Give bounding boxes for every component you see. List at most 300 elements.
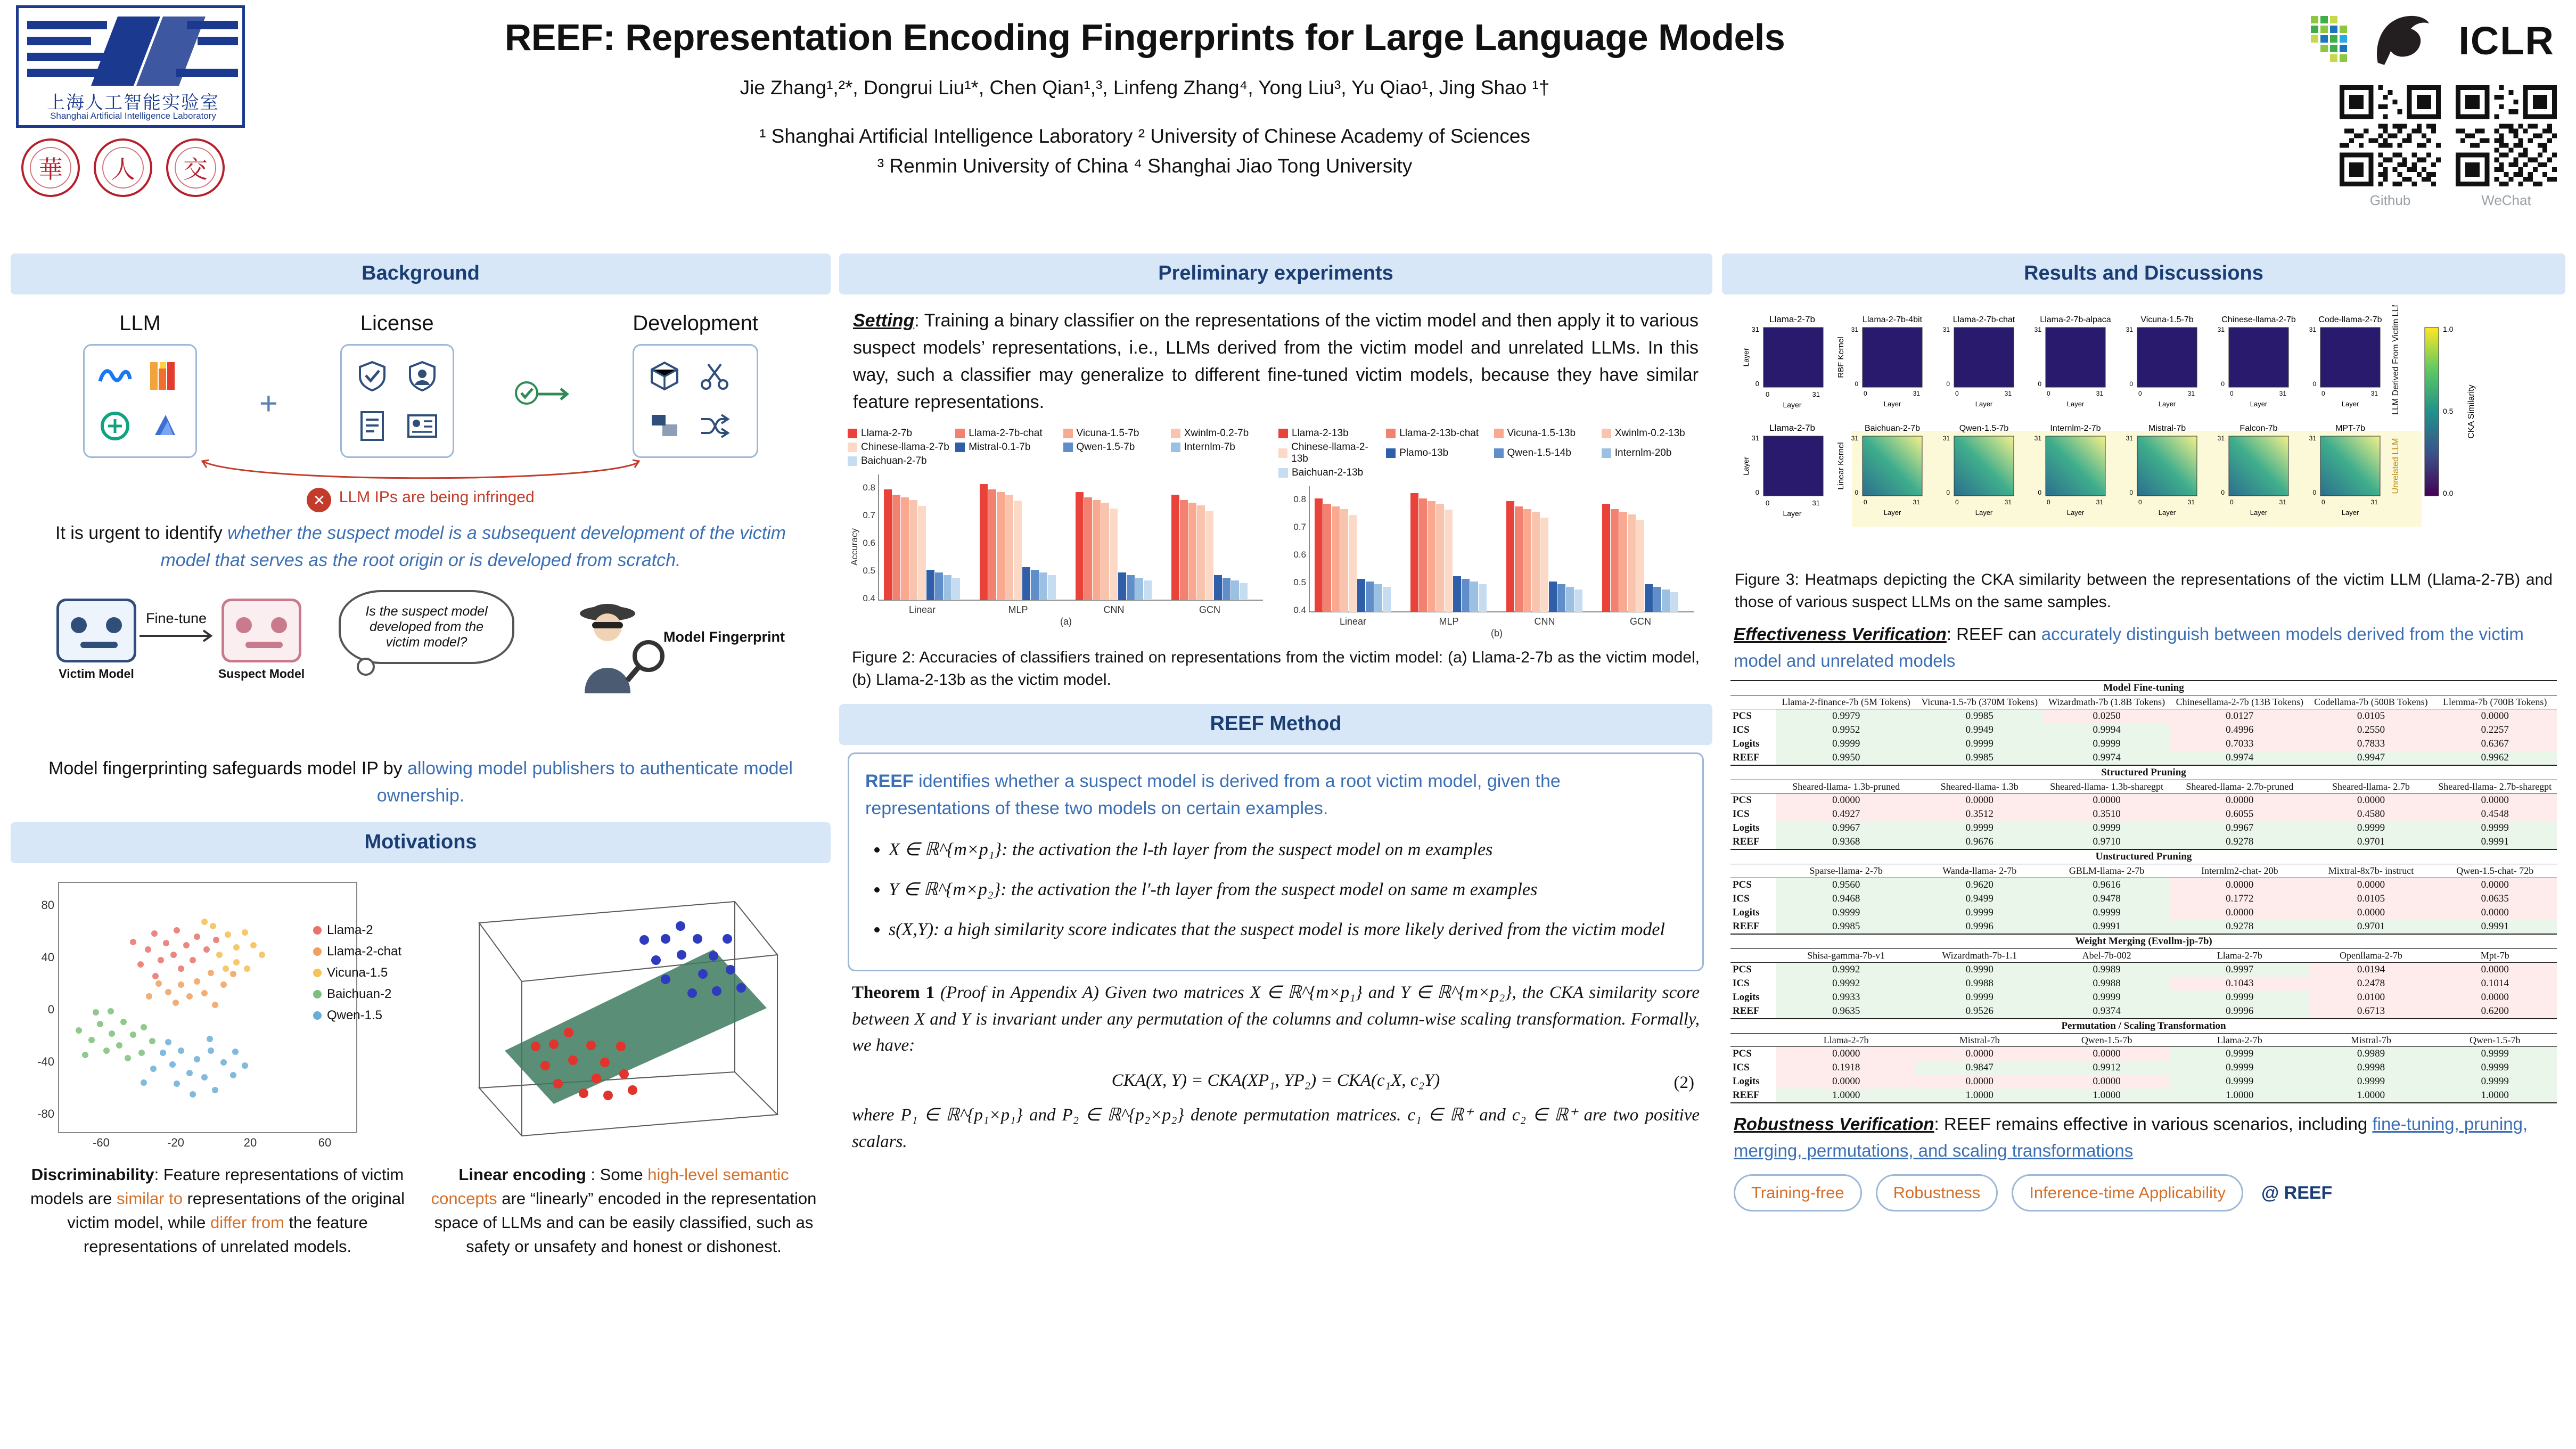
qr-caption-wechat: WeChat bbox=[2481, 192, 2531, 208]
svg-text:20: 20 bbox=[243, 1136, 257, 1149]
table-row bbox=[1730, 1047, 2557, 1061]
kernel-label-linear: Linear Kernel bbox=[1836, 442, 1845, 490]
table-row bbox=[1730, 1088, 2557, 1103]
legend-label: Xwinlm-0.2-13b bbox=[1614, 428, 1685, 439]
svg-text:31: 31 bbox=[2217, 326, 2225, 333]
row-label: REEF bbox=[1733, 921, 1760, 932]
table-row bbox=[1730, 737, 2557, 751]
cell: 0.7833 bbox=[2309, 737, 2433, 751]
infringe-note bbox=[19, 488, 822, 512]
table-column-header bbox=[1730, 949, 2557, 963]
svg-text:31: 31 bbox=[2370, 390, 2378, 397]
cell: 0.9999 bbox=[2170, 1047, 2309, 1061]
cell: 0.9999 bbox=[2043, 737, 2170, 751]
svg-text:31: 31 bbox=[1851, 326, 1858, 333]
mistral-logo-icon bbox=[142, 353, 188, 399]
iclr-wordmark: ICLR bbox=[2458, 19, 2555, 63]
col-header: Qwen-1.5-chat- 72b bbox=[2433, 864, 2557, 878]
row-label: PCS bbox=[1733, 1048, 1752, 1060]
cell: 0.9962 bbox=[2433, 751, 2557, 765]
reef-bullet-1-text: X ∈ ℝ^{m×p₁}: the activation the l-th layer from the suspect model on m examples bbox=[889, 840, 1493, 859]
svg-text:0.4: 0.4 bbox=[1293, 605, 1306, 615]
tag-training-free[interactable]: Training-free bbox=[1734, 1174, 1862, 1211]
statement-plain: It is urgent to identify bbox=[55, 523, 228, 543]
cell: 0.9985 bbox=[1776, 920, 1916, 934]
cell: 0.0000 bbox=[2309, 793, 2433, 808]
cell: 0.0635 bbox=[2433, 892, 2557, 906]
svg-text:Accuracy: Accuracy bbox=[849, 528, 859, 566]
legend-item bbox=[848, 455, 950, 467]
cell: 0.0000 bbox=[1776, 1047, 1916, 1061]
col-header: Openllama-2-7b bbox=[2309, 949, 2433, 963]
svg-text:0.4: 0.4 bbox=[863, 593, 875, 603]
theorem-title: Theorem 1 bbox=[852, 983, 935, 1002]
background-icon-row bbox=[19, 302, 822, 458]
table-row bbox=[1730, 835, 2557, 849]
cell: 0.9560 bbox=[1776, 878, 1916, 893]
cell: 0.9933 bbox=[1776, 990, 1916, 1004]
svg-text:Layer: Layer bbox=[1742, 456, 1750, 476]
tsne-scatter-chart bbox=[21, 875, 405, 1152]
col-header: Qwen-1.5-7b bbox=[2043, 1033, 2170, 1047]
legend-item bbox=[1278, 441, 1381, 465]
svg-text:Layer: Layer bbox=[1783, 509, 1802, 518]
svg-text:31: 31 bbox=[2034, 326, 2041, 333]
svg-text:0: 0 bbox=[47, 1003, 54, 1016]
table-row bbox=[1730, 1061, 2557, 1075]
figure3-heatmaps bbox=[1730, 302, 2557, 563]
svg-text:0: 0 bbox=[1864, 498, 1867, 506]
tag-inference-time[interactable]: Inference-time Applicability bbox=[2012, 1174, 2243, 1211]
cell: 0.0000 bbox=[2433, 990, 2557, 1004]
cap-left-b: representations of the original victim model, while bbox=[67, 1189, 405, 1232]
legend-item bbox=[313, 987, 401, 1002]
cell: 0.0127 bbox=[2170, 709, 2309, 723]
cell: 0.9999 bbox=[1916, 990, 2043, 1004]
column-left bbox=[11, 253, 831, 1272]
cell: 0.9278 bbox=[2170, 920, 2309, 934]
svg-text:0.6: 0.6 bbox=[1293, 550, 1306, 560]
cell: 0.0000 bbox=[2309, 906, 2433, 920]
fingerprint-flow-diagram bbox=[19, 577, 822, 748]
legend-label: Internlm-20b bbox=[1614, 447, 1672, 459]
cell: 0.0000 bbox=[2309, 878, 2433, 893]
table-column-header bbox=[1730, 864, 2557, 878]
table-row bbox=[1730, 1004, 2557, 1019]
svg-text:Baichuan-2-7b: Baichuan-2-7b bbox=[1864, 424, 1921, 433]
cell: 0.9710 bbox=[2043, 835, 2170, 849]
bg-col-title-license: License bbox=[360, 312, 434, 335]
col-header: Sheared-llama- 2.7b-sharegpt bbox=[2433, 780, 2557, 793]
cell: 0.6055 bbox=[2170, 807, 2309, 821]
cell: 0.9278 bbox=[2170, 835, 2309, 849]
cell: 0.0105 bbox=[2309, 892, 2433, 906]
svg-text:31: 31 bbox=[2126, 326, 2133, 333]
row-label: REEF bbox=[1730, 1088, 1776, 1103]
legend-item bbox=[955, 428, 1057, 439]
svg-text:Llama-2-7b-alpaca: Llama-2-7b-alpaca bbox=[2040, 315, 2111, 324]
svg-text:-60: -60 bbox=[93, 1136, 110, 1149]
svg-text:Internlm-2-7b: Internlm-2-7b bbox=[2050, 424, 2101, 433]
tick-mlp: MLP bbox=[1008, 604, 1028, 615]
table-row bbox=[1730, 906, 2557, 920]
iclr-dots-icon bbox=[2310, 13, 2379, 66]
svg-text:Mistral-7b: Mistral-7b bbox=[2148, 424, 2186, 433]
svg-text:31: 31 bbox=[2279, 390, 2286, 397]
legend-item bbox=[313, 923, 401, 938]
cell: 0.9526 bbox=[1916, 1004, 2043, 1019]
reef-method-box bbox=[848, 752, 1704, 971]
meta-logo-icon bbox=[92, 353, 138, 399]
table-row bbox=[1730, 878, 2557, 893]
svg-text:0: 0 bbox=[2138, 498, 2142, 506]
thought-text: Is the suspect model developed from the victim model? bbox=[365, 604, 488, 650]
robustness-label: Robustness Verification bbox=[1734, 1114, 1934, 1134]
cell: 0.1043 bbox=[2170, 977, 2309, 990]
cell: 0.9999 bbox=[2433, 1075, 2557, 1088]
svg-text:31: 31 bbox=[2004, 498, 2012, 506]
row-label: REEF bbox=[1733, 1005, 1760, 1017]
svg-text:0: 0 bbox=[1955, 498, 1959, 506]
table-row bbox=[1730, 793, 2557, 808]
svg-text:31: 31 bbox=[1942, 435, 1950, 442]
cell: 0.9947 bbox=[2309, 751, 2433, 765]
legend-item bbox=[848, 441, 950, 453]
cell: 0.6200 bbox=[2433, 1004, 2557, 1019]
derived-llm-label: LLM Derived From Victim LLM bbox=[2391, 305, 2400, 415]
svg-text:0: 0 bbox=[1955, 390, 1959, 397]
row-label: Logits bbox=[1733, 1076, 1760, 1087]
cell: 1.0000 bbox=[1916, 1088, 2043, 1103]
qr-caption-github: Github bbox=[2369, 192, 2411, 208]
theorem-equation: CKA(X, Y) = CKA(XP₁, YP₂) = CKA(c₁X, c₂Y) bbox=[1111, 1070, 1440, 1090]
cell: 0.9999 bbox=[2043, 906, 2170, 920]
svg-text:0: 0 bbox=[1755, 488, 1759, 496]
cell: 0.0000 bbox=[2170, 906, 2309, 920]
legend-item bbox=[1494, 428, 1596, 439]
cell: 0.9992 bbox=[1776, 977, 1916, 990]
col-header: GBLM-llama- 2-7b bbox=[2043, 864, 2170, 878]
legend-label: Xwinlm-0.2-7b bbox=[1184, 428, 1249, 439]
cell: 0.9967 bbox=[1776, 821, 1916, 835]
svg-text:MPT-7b: MPT-7b bbox=[2335, 424, 2366, 433]
cell: 0.9374 bbox=[2043, 1004, 2170, 1019]
results-table bbox=[1730, 680, 2557, 1103]
cell: 0.0000 bbox=[2043, 793, 2170, 808]
cell: 0.9979 bbox=[1776, 709, 1916, 723]
heatmap-svg bbox=[1733, 305, 2553, 561]
statement-emphasis: whether the suspect model is a subsequent development of the victim model that serves as the root origin or is developed from scratch. bbox=[160, 523, 786, 570]
svg-text:0: 0 bbox=[2047, 390, 2050, 397]
col-header: Mpt-7b bbox=[2433, 949, 2557, 963]
col-header: Llama-2-finance-7b (5M Tokens) bbox=[1776, 695, 1916, 709]
bg-col-title-development: Development bbox=[633, 312, 758, 335]
qr-code-github-icon[interactable] bbox=[2340, 85, 2441, 186]
cap-left-diff: differ from bbox=[210, 1213, 284, 1232]
svg-text:Falcon-7b: Falcon-7b bbox=[2239, 424, 2278, 433]
iclr-head-icon bbox=[2374, 12, 2432, 67]
table-row bbox=[1730, 751, 2557, 765]
legend-label: Chinese-llama-2-7b bbox=[861, 441, 949, 453]
tag-robustness[interactable]: Robustness bbox=[1876, 1174, 1998, 1211]
cell: 0.0000 bbox=[2043, 1075, 2170, 1088]
legend-label: Baichuan-2-7b bbox=[861, 455, 927, 466]
col-header: Internlm2-chat- 20b bbox=[2170, 864, 2309, 878]
legend-label: Llama-2-chat bbox=[326, 944, 401, 959]
cell: 0.4996 bbox=[2170, 723, 2309, 737]
cell: 0.9989 bbox=[2043, 962, 2170, 977]
svg-text:31: 31 bbox=[1812, 499, 1820, 507]
col-header: Shisa-gamma-7b-v1 bbox=[1776, 949, 1916, 963]
iclr-logo bbox=[2310, 10, 2560, 68]
openai-logo-icon bbox=[92, 403, 138, 449]
svg-text:0.8: 0.8 bbox=[863, 482, 875, 493]
legend-label: Plamo-13b bbox=[1399, 447, 1449, 459]
shield-check-icon bbox=[349, 353, 395, 399]
svg-text:Code-llama-2-7b: Code-llama-2-7b bbox=[2318, 315, 2382, 324]
cell: 0.9985 bbox=[1916, 709, 2043, 723]
closing-link: allowing model publishers to authenticate model ownership. bbox=[376, 758, 793, 806]
scissors-icon bbox=[692, 353, 737, 399]
cell: 0.9985 bbox=[1916, 751, 2043, 765]
col-header: Wanda-llama- 2-7b bbox=[1916, 864, 2043, 878]
cell: 0.0000 bbox=[2170, 878, 2309, 893]
linear-plane-3d-svg bbox=[415, 875, 809, 1152]
bg-col-title-llm: LLM bbox=[119, 312, 161, 335]
section-heading-background: Background bbox=[11, 253, 831, 294]
svg-text:CNN: CNN bbox=[1534, 616, 1555, 627]
svg-text:31: 31 bbox=[2309, 435, 2316, 442]
svg-text:Layer: Layer bbox=[2158, 400, 2176, 408]
shanghai-ai-lab-logo bbox=[16, 5, 256, 234]
row-label: ICS bbox=[1733, 808, 1750, 820]
cell: 0.9912 bbox=[2043, 1061, 2170, 1075]
caption-linear-encoding bbox=[430, 1163, 818, 1259]
cell: 0.0000 bbox=[1916, 1047, 2043, 1061]
section-heading-reef-method: REEF Method bbox=[839, 704, 1712, 745]
development-icon-card bbox=[633, 344, 758, 458]
svg-text:Layer: Layer bbox=[2341, 400, 2359, 408]
col-header: Codellama-7b (500B Tokens) bbox=[2309, 695, 2433, 709]
cell: 0.9999 bbox=[2170, 1061, 2309, 1075]
col-header: Sheared-llama- 1.3b bbox=[1916, 780, 2043, 793]
svg-text:Layer: Layer bbox=[1742, 348, 1750, 367]
reef-bullet-3-text: s(X,Y): a high similarity score indicates that the suspect model is more likely derived from the victim model bbox=[889, 920, 1665, 939]
svg-text:31: 31 bbox=[2187, 390, 2195, 397]
svg-text:0: 0 bbox=[2221, 489, 2225, 496]
cell: 0.9635 bbox=[1776, 1004, 1916, 1019]
cell: 0.9499 bbox=[1916, 892, 2043, 906]
cell: 0.0000 bbox=[2170, 793, 2309, 808]
cell: 0.9998 bbox=[2309, 1061, 2433, 1075]
qr-codes bbox=[2340, 85, 2557, 209]
id-card-icon bbox=[399, 403, 445, 449]
affiliations bbox=[298, 121, 1991, 181]
fingerprint-text: Model Fingerprint bbox=[663, 629, 785, 645]
legend-item bbox=[1063, 428, 1166, 439]
reef-bullet-2-text: Y ∈ ℝ^{m×p₂}: the activation the l′-th layer from the suspect model on same m examples bbox=[889, 880, 1538, 899]
cell: 0.9999 bbox=[2433, 821, 2557, 835]
suspect-model-robot bbox=[216, 599, 307, 681]
cell: 0.9990 bbox=[1916, 962, 2043, 977]
background-statement bbox=[19, 512, 822, 574]
cell: 0.0000 bbox=[1916, 1075, 2043, 1088]
col-header: Mistral-7b bbox=[1916, 1033, 2043, 1047]
bg-col-llm bbox=[83, 312, 197, 458]
cell: 0.4927 bbox=[1776, 807, 1916, 821]
svg-text:0.7: 0.7 bbox=[863, 510, 875, 520]
cell: 0.2550 bbox=[2309, 723, 2433, 737]
legend-item bbox=[1494, 441, 1596, 465]
svg-text:0.5: 0.5 bbox=[863, 566, 875, 576]
caption-discriminability-title: Discriminability bbox=[31, 1165, 154, 1184]
svg-text:31: 31 bbox=[2096, 390, 2103, 397]
legend-label: Llama-2-13b bbox=[1292, 428, 1349, 439]
cell: 0.9950 bbox=[1776, 751, 1916, 765]
svg-text:Vicuna-1.5-7b: Vicuna-1.5-7b bbox=[2140, 315, 2194, 324]
col-header: Sparse-llama- 2-7b bbox=[1776, 864, 1916, 878]
document-lines-icon bbox=[349, 403, 395, 449]
theorem-block bbox=[848, 971, 1704, 1155]
col-header: Mixtral-8x7b- instruct bbox=[2309, 864, 2433, 878]
highlight-tags bbox=[1730, 1164, 2557, 1211]
bar-legend-b bbox=[1278, 428, 1704, 479]
column-middle bbox=[839, 253, 1712, 1168]
svg-text:0.7: 0.7 bbox=[1293, 522, 1306, 532]
svg-text:-40: -40 bbox=[37, 1055, 54, 1068]
seal-icon-3: 交 bbox=[166, 138, 225, 197]
cell: 0.6713 bbox=[2309, 1004, 2433, 1019]
cell: 0.9974 bbox=[2170, 751, 2309, 765]
svg-text:31: 31 bbox=[2034, 435, 2041, 442]
merge-blocks-icon bbox=[642, 403, 687, 449]
svg-text:31: 31 bbox=[2279, 498, 2286, 506]
legend-label: Mistral-0.1-7b bbox=[969, 441, 1031, 453]
cell: 0.9999 bbox=[2433, 1047, 2557, 1061]
conference-logo-block bbox=[2310, 5, 2560, 240]
cap-left-sim: similar to bbox=[116, 1189, 183, 1208]
qr-github[interactable] bbox=[2340, 85, 2441, 209]
unrelated-llm-label: Unrelated LLM bbox=[2391, 438, 2400, 494]
legend-label: Vicuna-1.5 bbox=[326, 965, 388, 980]
cell: 0.9616 bbox=[2043, 878, 2170, 893]
cell: 0.4548 bbox=[2433, 807, 2557, 821]
infringe-curve bbox=[181, 459, 660, 485]
svg-text:0: 0 bbox=[1855, 489, 1858, 496]
lab-wave-icon bbox=[27, 17, 238, 86]
section-body-results bbox=[1722, 294, 2565, 1217]
seal-icon-2: 人 bbox=[94, 138, 152, 197]
cell: 0.9967 bbox=[2170, 821, 2309, 835]
svg-text:Layer: Layer bbox=[1783, 400, 1802, 409]
col-header: Llama-2-7b bbox=[1776, 1033, 1916, 1047]
victim-label-bottom: Llama-2-7b bbox=[1769, 423, 1815, 433]
svg-text:1.0: 1.0 bbox=[2443, 325, 2454, 333]
cell: 0.0250 bbox=[2043, 709, 2170, 723]
svg-text:0: 0 bbox=[1946, 380, 1950, 388]
table-column-header bbox=[1730, 780, 2557, 793]
panel-b-label: (b) bbox=[1491, 628, 1503, 638]
theorem-equation-number: (2) bbox=[1673, 1073, 1694, 1092]
table-row bbox=[1730, 1075, 2557, 1088]
section-heading-motivations: Motivations bbox=[11, 822, 831, 863]
svg-text:31: 31 bbox=[1751, 325, 1759, 333]
theorem-equation-row bbox=[852, 1068, 1700, 1094]
legend-label: Chinese-llama-2-13b bbox=[1291, 441, 1368, 464]
svg-text:Llama-2-7b-chat: Llama-2-7b-chat bbox=[1952, 315, 2015, 324]
cap-right-hl: high-level semantic concepts bbox=[431, 1165, 789, 1208]
theorem-after: where P₁ ∈ ℝ^{p₁×p₁} and P₂ ∈ ℝ^{p₂×p₂} denote permutation matrices. c₁ ∈ ℝ⁺ and c₂ ∈ ℝ⁺ are two positive scalars. bbox=[852, 1106, 1700, 1151]
bar-chart-a bbox=[848, 428, 1273, 641]
caption-discriminability bbox=[23, 1163, 412, 1259]
reef-lead-bold: REEF bbox=[865, 771, 914, 791]
cell: 0.9999 bbox=[2170, 990, 2309, 1004]
section-background bbox=[11, 253, 831, 815]
bg-col-license bbox=[340, 312, 454, 458]
legend-label: Vicuna-1.5-13b bbox=[1507, 428, 1576, 439]
cell: 0.0000 bbox=[1776, 793, 1916, 808]
legend-item bbox=[1602, 428, 1704, 439]
robustness-a: : REEF remains effective in various scenarios, including bbox=[1934, 1114, 2373, 1134]
shuffle-icon bbox=[692, 403, 737, 449]
reef-brand: @ REEF bbox=[2261, 1182, 2333, 1203]
robustness-hl: fine-tuning, pruning, merging, permutations, and scaling transformations bbox=[1734, 1114, 2528, 1160]
victim-label-top: Llama-2-7b bbox=[1769, 314, 1815, 324]
section-body-reef-method bbox=[839, 745, 1712, 1160]
legend-item bbox=[1278, 467, 1381, 479]
svg-text:0: 0 bbox=[1946, 489, 1950, 496]
baichuan-logo-icon bbox=[142, 403, 188, 449]
svg-text:31: 31 bbox=[1913, 498, 1920, 506]
row-label: REEF bbox=[1733, 836, 1760, 848]
svg-text:Layer: Layer bbox=[2250, 400, 2268, 408]
tick-gcn: GCN bbox=[1199, 604, 1220, 615]
license-icon-card bbox=[340, 344, 454, 458]
row-label: Logits bbox=[1733, 822, 1760, 834]
section-body-background bbox=[11, 294, 831, 815]
background-closing bbox=[19, 748, 822, 809]
cell: 0.9991 bbox=[2043, 920, 2170, 934]
col-header: Vicuna-1.5-7b (370M Tokens) bbox=[1916, 695, 2043, 709]
svg-text:0.0: 0.0 bbox=[2443, 489, 2454, 497]
svg-text:0: 0 bbox=[2129, 380, 2133, 388]
cell: 0.9997 bbox=[2170, 962, 2309, 977]
qr-wechat[interactable] bbox=[2456, 85, 2557, 209]
closing-plain: Model fingerprinting safeguards model IP by bbox=[48, 758, 408, 779]
col-header: Llemma-7b (700B Tokens) bbox=[2433, 695, 2557, 709]
table-group-header: Model Fine-tuning bbox=[1730, 681, 2557, 695]
table-row bbox=[1730, 709, 2557, 723]
svg-text:0: 0 bbox=[1766, 390, 1770, 398]
cell: 0.9999 bbox=[2309, 821, 2433, 835]
col-header: Sheared-llama- 1.3b-pruned bbox=[1776, 780, 1916, 793]
effectiveness-verification bbox=[1730, 613, 2557, 674]
svg-text:31: 31 bbox=[1851, 435, 1858, 442]
caption-linear-title: Linear encoding bbox=[458, 1165, 586, 1184]
svg-text:31: 31 bbox=[2096, 498, 2103, 506]
svg-text:Chinese-llama-2-7b: Chinese-llama-2-7b bbox=[2221, 315, 2296, 324]
setting-body: : Training a binary classifier on the representations of the victim model and then apply it to various suspect models’ representations, i.e., LLMs derived from the victim model and unrelated LLMs. In this way, such a classifier may generalize to different fine-tuned victim models, because they have similar feature representations. bbox=[853, 310, 1699, 412]
svg-text:GCN: GCN bbox=[1630, 616, 1651, 627]
svg-text:Qwen-1.5-7b: Qwen-1.5-7b bbox=[1959, 424, 2009, 433]
qr-code-wechat-icon[interactable] bbox=[2456, 85, 2557, 186]
col-header: Wizardmath-7b-1.1 bbox=[1916, 949, 2043, 963]
table-group-header: Unstructured Pruning bbox=[1730, 849, 2557, 864]
legend-label: Internlm-7b bbox=[1184, 441, 1235, 453]
effectiveness-label: Effectiveness Verification bbox=[1734, 624, 1947, 644]
svg-text:-80: -80 bbox=[37, 1107, 54, 1120]
legend-label: Llama-2 bbox=[326, 923, 373, 937]
